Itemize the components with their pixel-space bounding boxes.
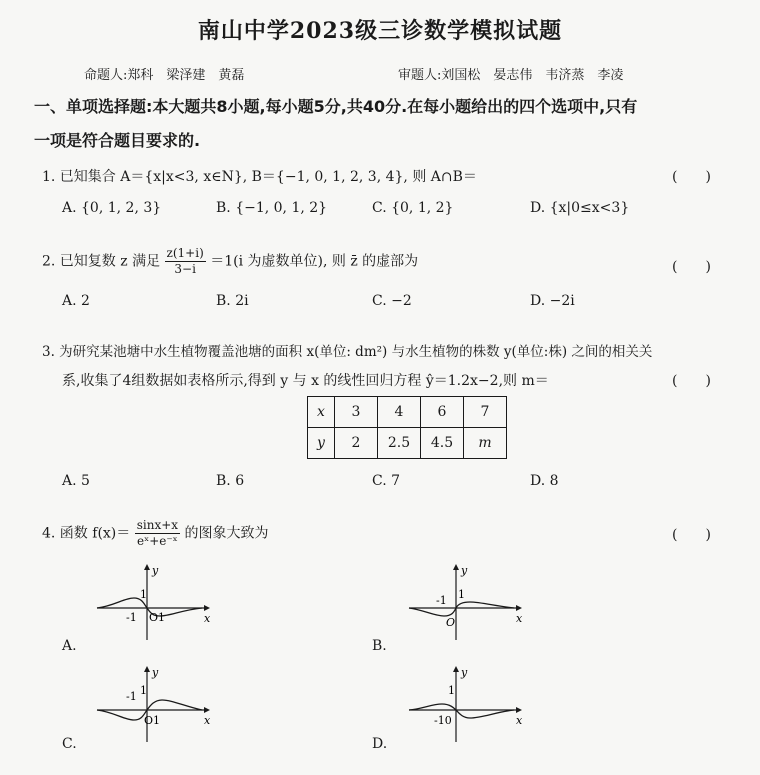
question-2-stem-suffix: ＝1(i 为虚数单位), 则 z̄ 的虚部为 bbox=[210, 253, 419, 270]
reviewers bbox=[398, 64, 623, 83]
question-2-option-a: A. 2 bbox=[62, 293, 90, 309]
x-axis-arrow bbox=[204, 707, 210, 713]
table-cell-x-label: x bbox=[308, 397, 335, 428]
table-cell: 6 bbox=[421, 397, 464, 428]
origin-label: O1 bbox=[149, 611, 166, 624]
question-4-stem-suffix: 的图象大致为 bbox=[184, 525, 269, 542]
question-2-fraction bbox=[165, 246, 206, 277]
tick-1: 1 bbox=[140, 684, 147, 697]
question-3-stem-line1: 3. 为研究某池塘中水生植物覆盖池塘的面积 x(单位: dm²) 与水生植物的株数 y(单位:株) 之间的相关关 bbox=[42, 344, 653, 360]
x-axis-arrow bbox=[516, 605, 522, 611]
reviewers-names: 刘国松 晏志伟 韦济蒸 李凌 bbox=[441, 68, 624, 83]
graph-a-label: A. bbox=[62, 638, 77, 654]
y-label: y bbox=[461, 666, 468, 679]
question-4-fraction bbox=[135, 518, 180, 549]
question-2-option-b: B. 2i bbox=[216, 293, 249, 309]
x-label: x bbox=[204, 612, 211, 625]
question-4-stem bbox=[42, 518, 269, 549]
question-1-option-b: B. {−1, 0, 1, 2} bbox=[216, 200, 328, 216]
section-heading-line1: 一、单项选择题:本大题共8小题,每小题5分,共40分.在每小题给出的四个选项中,只有 bbox=[34, 97, 638, 116]
section-heading-line2: 一项是符合题目要求的. bbox=[34, 131, 201, 150]
graph-a bbox=[92, 562, 212, 642]
y-axis-arrow bbox=[453, 666, 459, 672]
graph-b bbox=[404, 562, 524, 642]
y-label: y bbox=[461, 564, 468, 577]
question-2-stem bbox=[42, 246, 418, 277]
y-label: y bbox=[152, 564, 159, 577]
question-3-option-a: A. 5 bbox=[62, 473, 90, 489]
page-title: 南山中学2023级三诊数学模拟试题 bbox=[197, 18, 563, 44]
question-2-answer-paren: ( ) bbox=[672, 259, 711, 275]
question-1-option-c: C. {0, 1, 2} bbox=[372, 200, 454, 216]
fraction-numerator: z(1+i) bbox=[166, 246, 204, 260]
setters bbox=[84, 64, 244, 83]
table-cell: 4.5 bbox=[421, 428, 464, 459]
tick-1: 1 bbox=[448, 684, 455, 697]
question-2-stem-prefix: 2. 已知复数 z 满足 bbox=[42, 253, 161, 270]
y-axis-arrow bbox=[453, 564, 459, 570]
question-3-stem-line2: 系,收集了4组数据如表格所示,得到 y 与 x 的线性回归方程 ŷ＝1.2x−2,则 m＝ bbox=[62, 373, 549, 389]
question-3-option-b: B. 6 bbox=[216, 473, 245, 489]
graph-b-label: B. bbox=[372, 638, 387, 654]
function-curve bbox=[409, 602, 514, 616]
tick-neg1: -1 bbox=[126, 611, 137, 624]
x-axis-arrow bbox=[204, 605, 210, 611]
setters-names: 郑科 梁泽建 黄磊 bbox=[127, 68, 245, 83]
question-2-option-d: D. −2i bbox=[530, 293, 575, 309]
y-axis-arrow bbox=[144, 564, 150, 570]
question-4-stem-prefix: 4. 函数 f(x)＝ bbox=[42, 525, 131, 542]
x-label: x bbox=[204, 714, 211, 727]
question-3-option-d: D. 8 bbox=[530, 473, 559, 489]
table-row-y bbox=[308, 428, 507, 459]
y-label: y bbox=[152, 666, 159, 679]
y-axis-arrow bbox=[144, 666, 150, 672]
x-axis-arrow bbox=[516, 707, 522, 713]
table-cell: m bbox=[464, 428, 507, 459]
table-cell: 2.5 bbox=[378, 428, 421, 459]
question-1-stem: 1. 已知集合 A＝{x|x<3, x∈N}, B＝{−1, 0, 1, 2, 3, 4}, 则 A∩B＝ bbox=[42, 169, 477, 185]
graph-d-label: D. bbox=[372, 736, 388, 752]
reviewers-label: 审题人: bbox=[398, 68, 442, 83]
graph-c-label: C. bbox=[62, 736, 77, 752]
setters-label: 命题人: bbox=[84, 68, 128, 83]
graph-d bbox=[404, 664, 524, 744]
table-cell: 3 bbox=[335, 397, 378, 428]
question-1-option-d: D. {x|0≤x<3} bbox=[530, 200, 630, 216]
question-4-answer-paren: ( ) bbox=[672, 527, 711, 543]
graph-c bbox=[92, 664, 212, 744]
tick-1: 1 bbox=[458, 588, 465, 601]
table-row-x bbox=[308, 397, 507, 428]
fraction-denominator: 3−i bbox=[174, 262, 196, 276]
x-label: x bbox=[516, 612, 523, 625]
fraction-denominator: eˣ+e⁻ˣ bbox=[137, 534, 178, 548]
data-table bbox=[307, 396, 507, 459]
tick-neg1: -1 bbox=[126, 690, 137, 703]
x-label: x bbox=[516, 714, 523, 727]
function-curve bbox=[409, 704, 514, 718]
tick-1: 1 bbox=[140, 588, 147, 601]
table-cell: 4 bbox=[378, 397, 421, 428]
question-1-answer-paren: ( ) bbox=[672, 169, 711, 185]
fraction-numerator: sinx+x bbox=[136, 518, 179, 532]
tick-neg1-zero: -10 bbox=[434, 714, 452, 727]
table-cell: 7 bbox=[464, 397, 507, 428]
table-cell: 2 bbox=[335, 428, 378, 459]
question-1-option-a: A. {0, 1, 2, 3} bbox=[62, 200, 162, 216]
table-cell-y-label: y bbox=[308, 428, 335, 459]
question-3-answer-paren: ( ) bbox=[672, 373, 711, 389]
question-2-option-c: C. −2 bbox=[372, 293, 412, 309]
origin-label: O1 bbox=[144, 714, 161, 727]
tick-neg1: -1 bbox=[436, 594, 447, 607]
origin-label: O bbox=[446, 616, 456, 629]
question-3-option-c: C. 7 bbox=[372, 473, 401, 489]
